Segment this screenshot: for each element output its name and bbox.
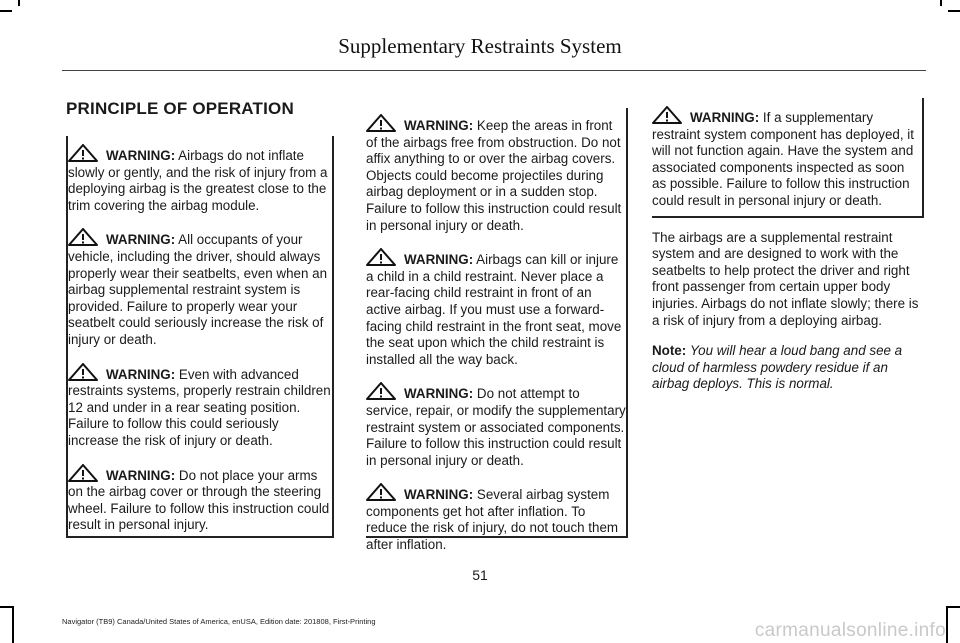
- crop-mark: [946, 606, 960, 608]
- warning-label: WARNING:: [106, 366, 176, 382]
- warning-block: [68, 464, 332, 534]
- page-number: 51: [472, 567, 488, 583]
- warning-block: [68, 363, 332, 450]
- crop-mark: [946, 606, 948, 643]
- warning-text: Airbags can kill or injure a child in a child restraint. Never place a rear-facing child restraint in front of an active airbag. If you must use a forward-facing child restraint in the front seat, move the seat upon which the child restraint is installed all the way back.: [366, 252, 622, 367]
- warning-text: Do not place your arms on the airbag cover or through the steering wheel. Failure to follow this instruction could result in personal injury.: [68, 467, 330, 533]
- warning-block: [366, 108, 626, 234]
- warning-text: All occupants of your vehicle, including the driver, should always properly wear their seatbelts, even when an airbag supplemental restraint system is provided. Failure to properly wear your seatbelt could seriously increase the risk of injury or death.: [68, 232, 328, 347]
- warning-label: WARNING:: [106, 148, 176, 163]
- warning-label: WARNING:: [690, 110, 760, 125]
- warning-text: Keep the areas in front of the airbags free from obstruction. Do not affix anything to or over the airbag covers. Objects could become projectiles during airbag deployment or in a sudden stop. Failure to follow this instruction could result in personal injury or death.: [366, 118, 622, 233]
- page-header-title: Supplementary Restraints System: [338, 34, 622, 58]
- warning-box: [652, 98, 924, 218]
- watermark: carmanualsonline.info: [754, 620, 946, 641]
- crop-mark: [18, 0, 20, 6]
- warning-label: WARNING:: [106, 232, 176, 248]
- note-text: You will hear a loud bang and see a cloud of harmless powdery residue if an airbag deploys. This is normal.: [652, 343, 903, 392]
- warning-text: Do not attempt to service, repair, or modify the supplementary restraint system or associated components. Failure to follow this instruction could result in personal injury or death.: [366, 386, 626, 468]
- warning-triangle-icon: [652, 106, 686, 124]
- section-title: PRINCIPLE OF OPERATION: [66, 99, 294, 118]
- warning-triangle-icon: [366, 382, 400, 400]
- warning-text: If a supplementary restraint system component has deployed, it will not function again. Have the system and associated components inspected as soon as possible. Failure to follow this instruction could result in personal injury or death.: [652, 110, 914, 208]
- footer-edition-info: Navigator (TB9) Canada/United States of America, enUSA, Edition date: 201808, First-Printing: [62, 617, 376, 626]
- warning-text: Airbags do not inflate slowly or gently, and the risk of injury from a deploying airbag is the greatest close to the trim covering the airbag module.: [68, 148, 328, 213]
- crop-mark: [948, 10, 960, 12]
- warning-triangle-icon: [68, 363, 102, 381]
- body-paragraph: The airbags are a supplemental restraint system and are designed to work with the seatbelts to help protect the driver and right front passenger from certain upper body injuries. Airbags do not inflate slowly; there is a risk of injury from a deploying airbag.: [652, 229, 919, 328]
- warning-label: WARNING:: [404, 252, 474, 268]
- warning-block: [366, 248, 626, 368]
- warning-text: Several airbag system components get hot after inflation. To reduce the risk of injury, do not touch them after inflation.: [366, 487, 619, 553]
- warning-triangle-icon: [366, 114, 400, 132]
- warning-triangle-icon: [68, 144, 102, 162]
- header-divider: [62, 70, 926, 71]
- warning-triangle-icon: [366, 483, 400, 501]
- warning-column-2: [366, 108, 628, 553]
- note-label: Note:: [652, 343, 687, 359]
- crop-mark: [12, 606, 14, 643]
- warning-triangle-icon: [366, 248, 400, 266]
- warning-block: [366, 382, 626, 469]
- crop-mark: [0, 10, 12, 12]
- warning-triangle-icon: [68, 228, 102, 246]
- warning-label: WARNING:: [404, 118, 474, 133]
- warning-block: [652, 106, 922, 210]
- note: [652, 343, 924, 393]
- warning-label: WARNING:: [404, 386, 474, 402]
- warning-label: WARNING:: [404, 487, 474, 503]
- crop-mark: [940, 0, 942, 6]
- warning-block: [68, 228, 332, 348]
- warning-text: Even with advanced restraints systems, properly restrain children 12 and under in a rear seating position. Failure to follow this could seriously increase the risk of injury or death.: [68, 366, 331, 448]
- warning-column-1: [66, 136, 334, 538]
- warning-label: WARNING:: [106, 467, 176, 483]
- content-column-3: [652, 98, 924, 407]
- warning-block: [366, 483, 626, 553]
- warning-triangle-icon: [68, 464, 102, 482]
- warning-block: [68, 136, 332, 214]
